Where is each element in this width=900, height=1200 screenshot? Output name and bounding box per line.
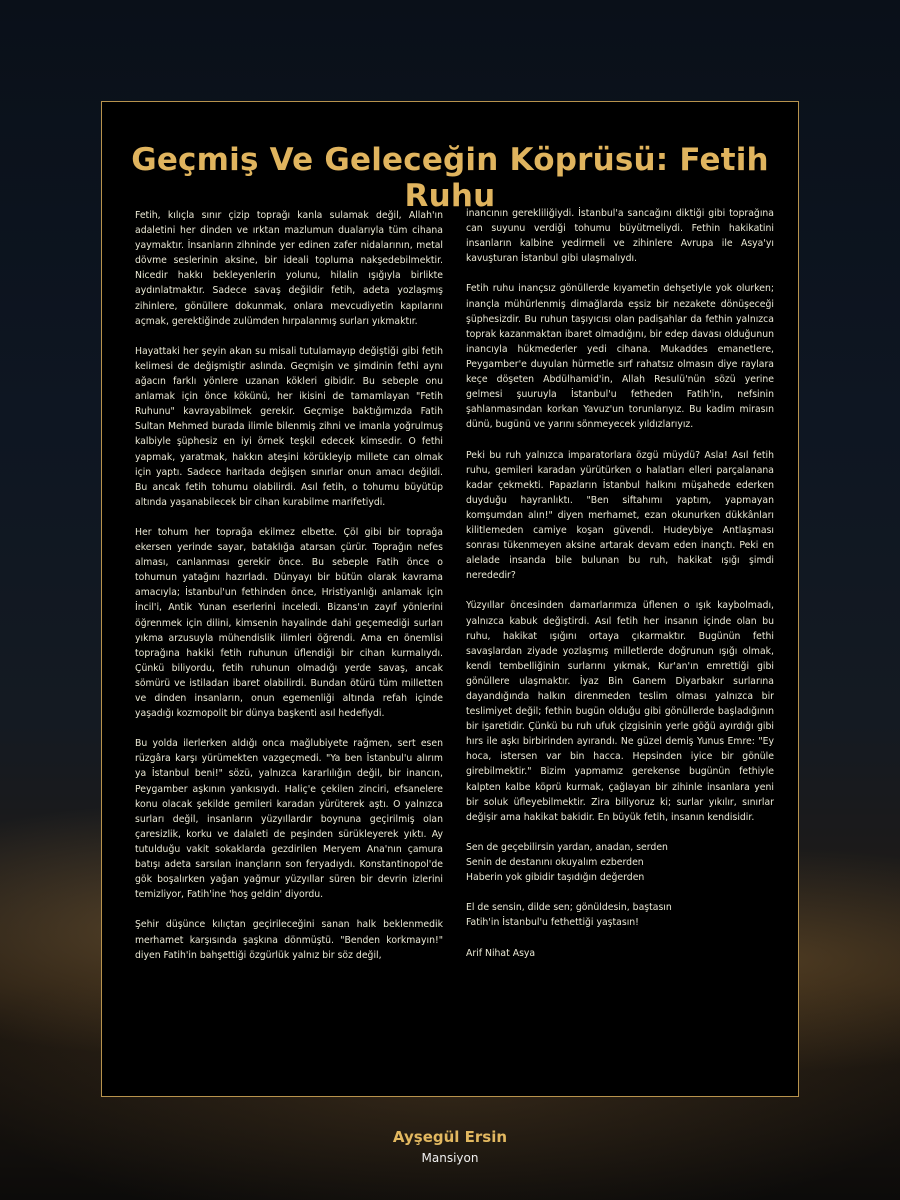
paragraph: Şehir düşünce kılıçtan geçirileceğini sanan halk beklenmedik merhamet karşısında şaşkına dönmüştü. "Benden korkmayın!" diyen Fatih'in bahşettiği özgürlük yalnız bir söz değil,	[135, 919, 443, 961]
article-panel	[101, 101, 799, 1097]
poem-line: Senin de destanını okuyalım ezberden	[466, 857, 644, 869]
poem-line: Haberin yok gibidir taşıdığın değerden	[466, 872, 645, 884]
poem-author: Arif Nihat Asya	[466, 947, 536, 959]
author-name: Ayşegül Ersin	[392, 1128, 508, 1146]
paragraph: Peki bu ruh yalnızca imparatorlara özgü müydü? Asla! Asıl fetih ruhu, gemileri karadan yürütürken o halatları elleri parçalanana kadar çekmekti. Papazların İstanbul halkını müşahede ederken duyduğu hayranlıktı. "Ben siftahımı yaptım, yapmayan komşumdan alın!" diyen merhamet, ezan okunurken dükkânları kilitlemeden camiye koşan güvendi. Hudeybiye Antlaşması sonrası tükenmeyen aksine artarak devam eden inançtı. Peki en alelade insanda bile bulunan bu ruh, hakikat ışığı şimdi nerededir?	[466, 449, 774, 582]
article-left-column	[135, 208, 443, 978]
poem-line: Fatih'in İstanbul'u fethettiği yaştasın!	[466, 917, 639, 929]
paragraph: inancının gerekliliğiydi. İstanbul'a sancağını diktiği gibi toprağına can suyunu verdiği tohumu büyütmeliydi. Fethin hakikatini insanların kalbine yedirmeli ve zihinlere Avrupa ile Asya'yı kavuşturan İstanbul gibi ulaşmalıydı.	[466, 208, 774, 265]
poem-line: El de sensin, dilde sen; gönüldesin, baştasın	[466, 902, 672, 914]
article-right-column	[466, 206, 774, 976]
poem-stanza	[466, 900, 774, 930]
paragraph: Bu yolda ilerlerken aldığı onca mağlubiyete rağmen, sert esen rüzgâra karşı yürümekten vazgeçmedi. "Ya ben İstanbul'u alırım ya İstanbul beni!" sözü, yalnızca kararlılığın değil, bir inancın, Peygamber aşkının yankısıydı. Haliç'e çekilen zinciri, efsanelere konu olacak şekilde gemileri karadan yürüterek aştı. O yalnızca surları değil, insanların yüzyıllardır boynuna geçirilmiş olan çaresizlik, korku ve dalaleti de peşinden sürükleyerek yıktı. Ay tutulduğu vakit sokaklarda gezdirilen Meryem Ana'nın çamura batışı adeta sarsılan inançların son feryadıydı. Konstantinopol'de gök boşalırken yağan yağmur yüzyıllar süren bir devrin izlerini temizliyor, Fatih'ine 'hoş geldin' diyordu.	[135, 738, 443, 901]
paragraph: Fetih, kılıçla sınır çizip toprağı kanla sulamak değil, Allah'ın adaletini her dinden ve ırktan mazlumun dualarıyla tüm cihana yaymaktır. İnsanların zihninde yer edinen zafer nidalarının, metal dövme seslerinin aksine, bir ideali topluma nakşedebilmektir. Nicedir hakkı bekleyenlerin yolunu, hilalin ışığıyla birlikte aydınlatmaktır. Sadece savaş değildir fetih, adeta yozlaşmış zihinlere, gönüllere dokunmak, onlara mevcudiyetin kapılarını açmak, gerektiğinde zulümden hırpalanmış surları yıkmaktır.	[135, 210, 443, 327]
poem-stanza	[466, 840, 774, 885]
paragraph: Her tohum her toprağa ekilmez elbette. Çöl gibi bir toprağa ekersen yerinde sayar, bataklığa atarsan çürür. Toprağın nefes alması, canlanması gerekir önce. Bu sebeple Fatih önce o tohumun yatağını hazırladı. Dünyayı bir bütün olarak kavrama amacıyla; İstanbul'un fethinden önce, Hristiyanlığı anlamak için İncil'i, Antik Yunan eserlerini inceledi. Bizans'ın zayıf yönlerini öğrenmek için dilini, kimsenin hayalinde dahi geçemediği surları yıkma arzusuyla mühendislik ilimleri öğrendi. Ama en önemlisi toprağına hakiki fetih ruhunun üflendiği bir cihan kurmalıydı. Çünkü biliyordu, fetih ruhunun olmadığı yerde savaş, ancak sömürü ve istiladan ibaret olabilirdi. Bundan ötürü tüm milletten ve dinden insanların, onun egemenliği altında refah içinde yaşadığı kozmopolit bir dünya başkenti asıl hedefiydi.	[135, 526, 443, 720]
award-label: Mansiyon	[421, 1151, 479, 1165]
article-title: Geçmiş Ve Geleceğin Köprüsü: Fetih Ruhu	[131, 142, 769, 214]
paragraph: Hayattaki her şeyin akan su misali tutulamayıp değiştiği gibi fetih kelimesi de değişmiştir aslında. Geçmişin ve şimdinin fethi aynı ağacın farklı yönlere uzanan kökleri gibidir. Bu sebeple onu anlamak için önce kökünü, her ikisini de tamamlayan "Fetih Ruhunu" kavrayabilmek gerekir. Geçmişe baktığımızda Fatih Sultan Mehmed burada ilimle bilenmiş zihni ve imanla yoğrulmuş kalbiyle şüphesiz en iyi örnek teşkil edecek kimsedir. O fethi yapmak, yaratmak, hakkın ateşini körükleyip millete can olmak için yaptı. Sadece haritada değişen sınırlar onun amacı değildi. Bu ancak fetih tohumu olabilirdi. Asıl fetih, o tohumu büyütüp altında yaşanabilecek bir cihan kurabilme marifetiydi.	[135, 345, 443, 508]
paragraph: Yüzyıllar öncesinden damarlarımıza üflenen o ışık kaybolmadı, yalnızca kabuk değiştirdi. Asıl fetih her insanın içinde olan bu ruhu, hakikat ışığını ortaya çıkarmaktır. Bugünün fethi savaşlardan ziyade yozlaşmış milletlerde doğrunun ışığı olmak, kendi tembelliğinin surlarını yıkmak, Kur'an'ın emrettiği gibi gönüllere ulaşmaktır. İyaz Bin Ganem Diyarbakır surlarına dayandığında halkın direnmeden teslim olması yalnızca bir teslimiyet değil; fethin bugün olduğu gibi gönüllerde başladığının bir işaretidir. Çünkü bu ruh ufuk çizgisinin yerle göğü ayırdığı gibi hırs ile aşkı birbirinden ayırandı. Ne güzel demiş Yunus Emre: "Ey hoca, istersen var bin hacca. Hepsinden iyice bir gönüle girebilmektir." Bizim yapmamız gerekense bugünün fethiyle kalpten kalbe köprü kurmak, çağlayan bir zihinle insanlara yeni bir soluk üfleyebilmektir. Zira biliyoruz ki; surlar yıkılır, sınırlar değişir ama hakikat bakidir. En büyük fetih, insanın kendisidir.	[466, 600, 774, 823]
poem-line: Sen de geçebilirsin yardan, anadan, serden	[466, 841, 668, 853]
paragraph: Fetih ruhu inançsız gönüllerde kıyametin dehşetiyle yok olurken; inançla mühürlenmiş dimağlarda eşsiz bir nezakete dönüşeceği şüphesizdir. Bu ruhun taşıyıcısı olan padişahlar da fethin yalnızca toprak kazanmaktan ibaret olmadığını, bir edep davası olduğunun inancıyla hükmederler yedi cihana. Mukaddes emanetlere, Peygamber'e duyulan hürmetle sırf rahatsız olmasın diye raylara keçe döşeten Abdülhamid'in, Allah Resulü'nün sözü yerine gelmesi şuuruyla İstanbul'u fetheden Fatih'in, nefsinin şahlanmasından korkan Yavuz'un torunlarıyız. Bu kadim mirasın dünü, bugünü ve yarını sönmeyecek yıldızlarıyız.	[466, 283, 774, 431]
